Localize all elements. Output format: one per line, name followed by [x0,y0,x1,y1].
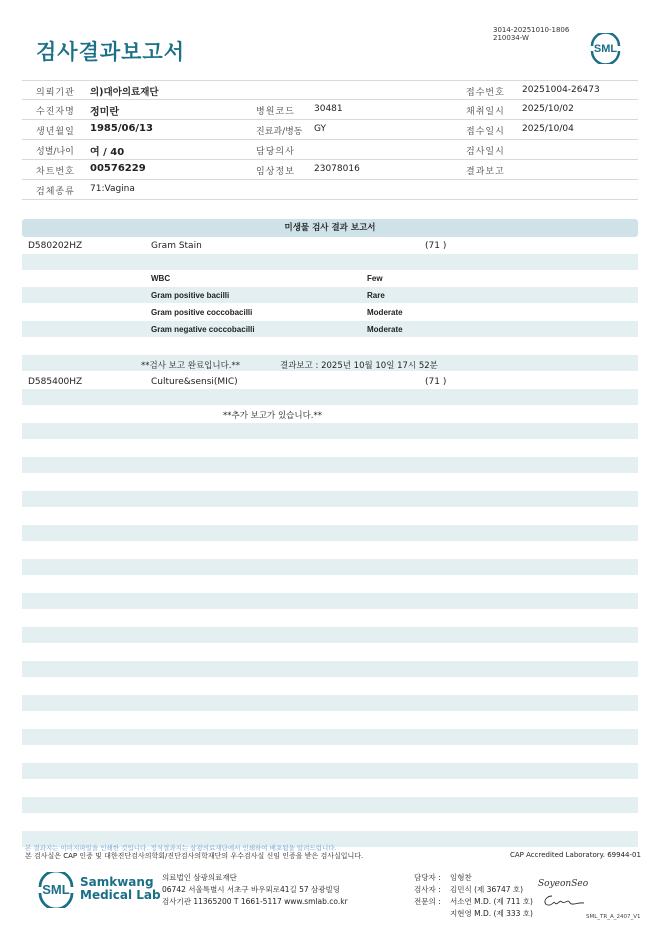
clinical-value: 23078016 [314,164,360,174]
doctor-label: 담당의사 [256,147,295,157]
receipt-date-value: 2025/10/04 [522,124,574,134]
row-stripe [22,695,638,711]
row-stripe [22,797,638,813]
finding-value: Moderate [367,325,403,334]
receipt-date-label: 접수일시 [466,127,505,137]
info-row [22,180,638,200]
sex-age-label: 성별/나이 [36,147,74,157]
staff-label: 검사자 : [414,885,441,894]
staff-name: 김민식 (제 36747 호) [450,885,524,894]
clinical-label: 임상정보 [256,167,295,177]
specimen-value: 71:Vagina [90,184,135,194]
staff-name: 지현영 M.D. (제 333 호) [450,909,533,918]
test2-code: D585400HZ [28,377,83,387]
row-stripe [22,763,638,779]
signature-specialist-1: SoyeonSeo [538,879,589,889]
cap-accreditation: CAP Accredited Laboratory. 69944-01 [510,851,641,859]
row-stripe [22,729,638,745]
row-stripe [22,593,638,609]
complete-note: **검사 보고 완료입니다.** [141,361,241,371]
finding-value: Moderate [367,308,403,317]
dept-value: GY [314,124,327,134]
finding-value: Rare [367,291,385,300]
finding-value: Few [367,274,383,283]
info-row [22,140,638,160]
row-stripe [22,457,638,473]
form-code: SML_TR_A_2407_V1 [586,914,641,920]
test1-code: D580202HZ [28,241,83,251]
row-stripe [22,661,638,677]
org-name: 의료법인 삼광의료재단 [162,873,237,882]
section-header: 미생물 검사 결과 보고서 [22,219,638,237]
row-stripe [22,559,638,575]
collect-date-value: 2025/10/02 [522,104,574,114]
certification-note: 본 검사실은 CAP 인증 및 대한진단검사의학회/진단검사의학재단의 우수검사실 신임 인증을 받은 검사실입니다. [25,852,364,860]
receipt-no-value: 20251004-26473 [522,85,600,95]
dob-value: 1985/06/13 [90,123,153,134]
row-stripe [22,389,638,405]
brand-name [80,876,161,902]
finding-name: Gram positive bacilli [151,291,230,300]
requester-value: 의)대아의료재단 [90,87,159,98]
row-stripe [22,287,638,303]
finding-name: Gram negative coccobacilli [151,325,255,334]
brand-line1: Samkwang [80,875,154,889]
patient-label: 수진자명 [36,107,75,117]
staff-label: 전문의 : [414,897,441,906]
sml-logo-icon [36,872,76,908]
document-number-line1: 3014-20251010-1806 [493,26,570,34]
requester-label: 의뢰기관 [36,88,75,98]
receipt-no-label: 접수번호 [466,88,505,98]
row-stripe [22,525,638,541]
report-time: 결과보고 : 2025년 10월 10일 17시 52분 [280,361,438,371]
staff-info [414,872,533,920]
collect-date-label: 채취일시 [466,107,505,117]
test2-ref: (71 ) [425,377,447,387]
dob-label: 생년월일 [36,127,75,137]
staff-label: 담당자 : [414,873,441,882]
info-row [22,120,638,140]
chart-label: 차트번호 [36,167,75,177]
row-stripe [22,491,638,507]
info-row [22,100,638,120]
row-stripe [22,627,638,643]
staff-name: 서소연 M.D. (제 711 호) [450,897,533,906]
additional-note: **추가 보고가 있습니다.** [223,411,323,421]
sml-logo-text: SML [42,882,70,897]
brand-line2: Medical Lab [80,888,161,902]
staff-name: 임형찬 [450,873,472,882]
finding-name: Gram positive coccobacilli [151,308,253,317]
dept-label: 진료과/병동 [256,127,303,137]
info-row [22,80,638,100]
patient-info-table [22,80,638,200]
organization-info [162,872,348,908]
sml-logo-text: SML [593,43,618,55]
report-label: 결과보고 [466,167,505,177]
hospital-code-label: 병원코드 [256,107,295,117]
test2-name: Culture&sensi(MIC) [151,377,238,387]
org-address: 06742 서울특별시 서초구 바우뫼로41길 57 삼광빌딩 [162,885,341,894]
sml-logo-icon [588,33,623,64]
test-date-label: 검사일시 [466,147,505,157]
specimen-label: 검체종류 [36,187,75,197]
row-stripe [22,423,638,439]
test1-ref: (71 ) [425,241,447,251]
document-number-line2: 210034-W [493,34,529,42]
image-print-note: 본 결과지는 이미지파일을 인쇄한 것입니다. 정식결과지는 삼광의료재단에서 인쇄하여 배포됨을 알려드립니다. [25,844,337,852]
row-stripe [22,321,638,337]
info-row [22,160,638,180]
signature-specialist-2 [540,893,586,909]
report-title: 검사결과보고서 [36,40,186,64]
test1-name: Gram Stain [151,241,202,251]
chart-value: 00576229 [90,163,146,174]
hospital-code-value: 30481 [314,104,343,114]
patient-value: 정미란 [90,107,119,118]
row-stripe [22,254,638,270]
sex-age-value: 여 / 40 [90,147,125,158]
finding-name: WBC [151,274,171,283]
document-number [493,26,569,42]
org-contact: 검사기관 11365200 T 1661-5117 www.smlab.co.kr [162,897,348,906]
